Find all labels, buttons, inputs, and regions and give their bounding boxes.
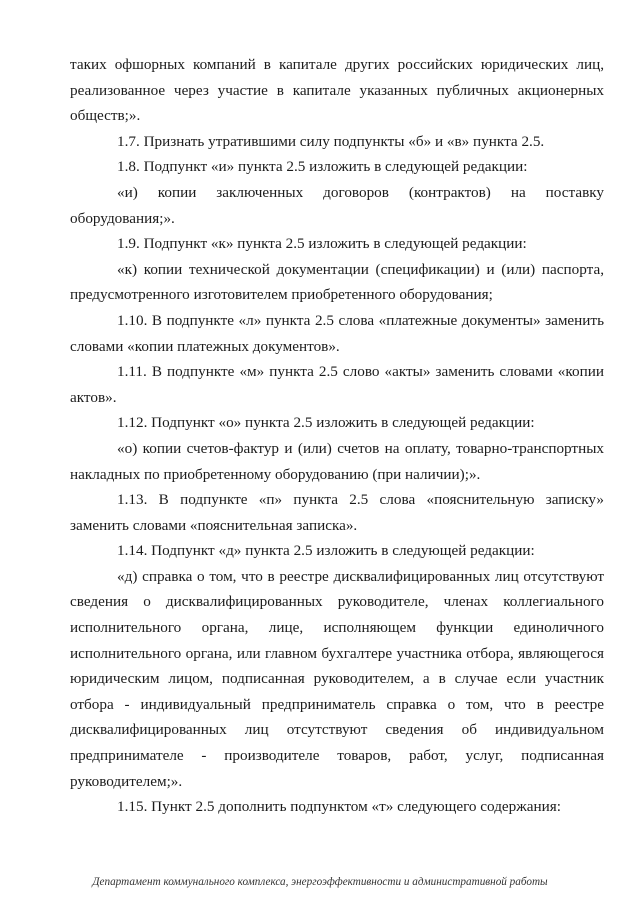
paragraph: «и) копии заключенных договоров (контрактов) на поставку оборудования;».	[70, 183, 604, 227]
paragraph: 1.9. Подпункт «к» пункта 2.5 изложить в следующей редакции:	[117, 235, 527, 253]
paragraph: «д) справка о том, что в реестре дисквалифицированных лиц отсутствуют сведения о дисквалифицированных руководителе, членах коллегиального исполнительного органа, лице, исполняющем функции единоличного исполнительного органа, или главном бухгалтере участника отбора, являющегося юридическим лицом, подписанная руководителем, а в случае если участник отбора - индивидуальный предприниматель справка о том, что в реестре дисквалифицированных лиц отсутствуют сведения об индивидуальном предпринимателе - производителе товаров, работ, услуг, подписанная руководителем;».	[70, 567, 604, 790]
paragraph: 1.8. Подпункт «и» пункта 2.5 изложить в следующей редакции:	[117, 158, 528, 176]
page-footer: Департамент коммунального комплекса, энергоэффективности и административной работы	[92, 876, 548, 888]
paragraph: 1.7. Признать утратившими силу подпункты «б» и «в» пункта 2.5.	[117, 132, 545, 150]
paragraph: 1.11. В подпункте «м» пункта 2.5 слово «акты» заменить словами «копии актов».	[70, 363, 604, 406]
paragraph: 1.10. В подпункте «л» пункта 2.5 слова «платежные документы» заменить словами «копии платежных документов».	[70, 311, 604, 355]
paragraph: «к) копии технической документации (спецификации) и (или) паспорта, предусмотренного изготовителем приобретенного оборудования;	[70, 260, 604, 304]
paragraph: 1.14. Подпункт «д» пункта 2.5 изложить в следующей редакции:	[117, 542, 535, 560]
paragraph: «о) копии счетов-фактур и (или) счетов на оплату, товарно-транспортных накладных по приобретенному оборудованию (при наличии);».	[70, 439, 604, 483]
paragraph: таких офшорных компаний в капитале других российских юридических лиц, реализованное через участие в капитале указанных публичных акционерных обществ;».	[70, 56, 604, 125]
paragraph: 1.13. В подпункте «п» пункта 2.5 слова «пояснительную записку» заменить словами «пояснительная записка».	[70, 491, 604, 534]
paragraph: 1.15. Пункт 2.5 дополнить подпунктом «т» следующего содержания:	[117, 798, 561, 816]
paragraph: 1.12. Подпункт «о» пункта 2.5 изложить в следующей редакции:	[117, 414, 535, 432]
document-body	[70, 52, 604, 820]
